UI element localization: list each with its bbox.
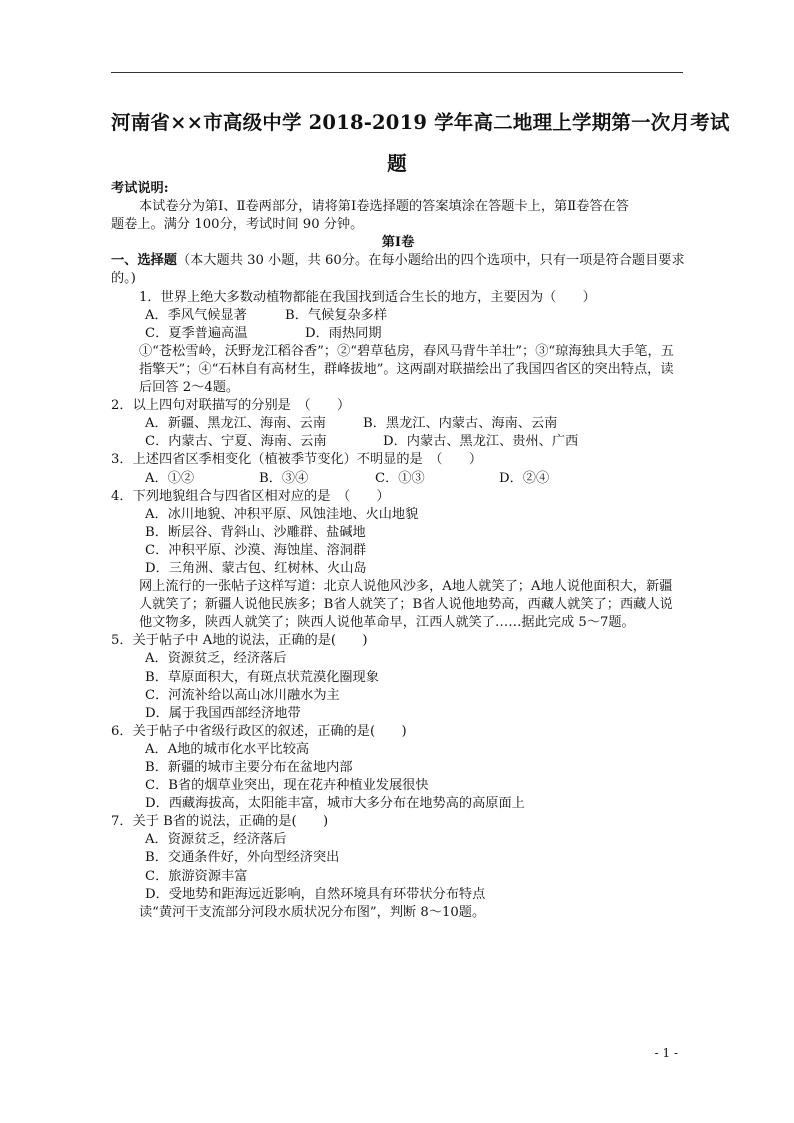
section-heading — [111, 252, 685, 288]
question-1-options-cd — [111, 325, 685, 343]
option-b: B．黑龙江、内蒙古、海南、云南 — [363, 416, 558, 432]
question-5-option-a: A．资源贫乏，经济落后 — [145, 651, 287, 667]
option-c: C．夏季普遍高温 — [145, 325, 248, 341]
instructions-heading: 考试说明: — [111, 181, 169, 196]
question-7-option-b: B．交通条件好，外向型经济突出 — [145, 850, 340, 866]
question-2-stem: 2．以上四句对联描写的分别是 （ ） — [111, 398, 351, 414]
passage-yellow-river: 读“黄河干支流部分河段水质状况分布图”，判断 8～10题。 — [139, 904, 486, 920]
question-3-options — [111, 470, 685, 488]
question-6-option-a: A．A地的城市化水平比较高 — [145, 741, 310, 757]
document-title-continued: 题 — [387, 152, 407, 175]
option-b: B．气候复杂多样 — [285, 307, 388, 323]
option-c: C．①③ — [375, 470, 425, 486]
passage-internet-post: 网上流行的一张帖子这样写道：北京人说他风沙多，A地人就笑了；A地人说他面积大，新疆人就笑了；新疆人说他民族多；B省人就笑了；B省人说他地势高，西藏人就笑了；西藏人说他文物多，陕西人就笑了；陕西人说他革命早，江西人就笑了……据此完成 5～7题。 — [139, 579, 673, 631]
question-4-option-a: A．冰川地貌、冲积平原、风蚀洼地、火山地貌 — [145, 506, 419, 522]
option-b: B．③④ — [259, 470, 309, 486]
question-7-option-d: D．受地势和距海远近影响，自然环境具有环带状分布特点 — [145, 886, 486, 902]
question-2-options-cd — [111, 433, 685, 451]
option-d: D．内蒙古、黑龙江、贵州、广西 — [383, 434, 579, 450]
question-6-option-d: D．西藏海拔高，太阳能丰富，城市大多分布在地势高的高原面上 — [145, 796, 525, 812]
section-description: （本大题共 30 小题，共 60分。在每小题给出的四个选项中，只有一项是符合题目要求的。) — [111, 253, 685, 287]
question-4-option-b: B．断层谷、背斜山、沙雕群、盐碱地 — [145, 524, 366, 540]
question-1-stem: 1．世界上绝大多数动植物都能在我国找到适合生长的地方，主要因为（ ） — [139, 289, 596, 305]
header-rule — [111, 72, 683, 73]
question-2-options-ab — [111, 415, 685, 433]
option-d: D．雨热同期 — [305, 325, 382, 341]
question-6-option-b: B．新疆的城市主要分布在盆地内部 — [145, 760, 353, 775]
option-d: D．②④ — [499, 470, 550, 486]
question-3-stem: 3．上述四省区季相变化（植被季节变化）不明显的是 （ ） — [111, 452, 483, 468]
question-5-stem: 5．关于帖子中 A地的说法，正确的是( ) — [111, 633, 368, 649]
question-7-option-a: A．资源贫乏，经济落后 — [145, 832, 287, 848]
document-body — [111, 180, 685, 922]
section-label: 一、选择题 — [111, 253, 177, 269]
question-5-option-c: C．河流补给以高山冰川融水为主 — [145, 687, 340, 703]
question-6-option-c: C．B省的烟草业突出，现在花卉种植业发展很快 — [145, 778, 429, 794]
question-4-option-d: D．三角洲、蒙古包、红树林、火山岛 — [145, 560, 367, 576]
question-6-stem: 6．关于帖子中省级行政区的叙述，正确的是( ) — [111, 723, 407, 739]
option-c: C．内蒙古、宁夏、海南、云南 — [145, 434, 327, 450]
instructions-text-continued: 题卷上。满分 100分，考试时间 90 分钟。 — [111, 217, 364, 233]
page-number: - 1 - — [654, 1046, 678, 1060]
option-a: A．①② — [145, 470, 195, 486]
question-1-options-ab — [111, 307, 685, 325]
question-5-option-b: B．草原面积大，有斑点状荒漠化圈现象 — [145, 669, 379, 685]
question-7-option-c: C．旅游资源丰富 — [145, 868, 248, 884]
question-7-stem: 7．关于 B省的说法，正确的是( ) — [111, 814, 329, 830]
question-5-option-d: D．属于我国西部经济地带 — [145, 705, 301, 721]
question-4-option-c: C．冲积平原、沙漠、海蚀崖、溶洞群 — [145, 542, 367, 558]
document-title: 河南省××市高级中学 2018-2019 学年高二地理上学期第一次月考试 — [111, 111, 730, 134]
passage-couplets: ①“苍松雪岭，沃野龙江稻谷香”；②“碧草毡房，春风马背牛羊壮”；③“琼海独具大手笔，五指擎天”；④“石林自有高材生，群峰拔地”。这两副对联描绘出了我国四省区的突出特点，读后回答 2～4题。 — [139, 343, 674, 396]
option-a: A．季风气候显著 — [145, 307, 247, 323]
question-4-stem: 4．下列地貌组合与四省区相对应的是 （ ） — [111, 488, 390, 504]
volume-heading: 第Ⅰ卷 — [381, 235, 415, 251]
option-a: A．新疆、黑龙江、海南、云南 — [145, 416, 326, 432]
instructions-text: 本试卷分为第Ⅰ、Ⅱ卷两部分，请将第Ⅰ卷选择题的答案填涂在答题卡上，第Ⅱ卷答在答 — [139, 199, 629, 215]
